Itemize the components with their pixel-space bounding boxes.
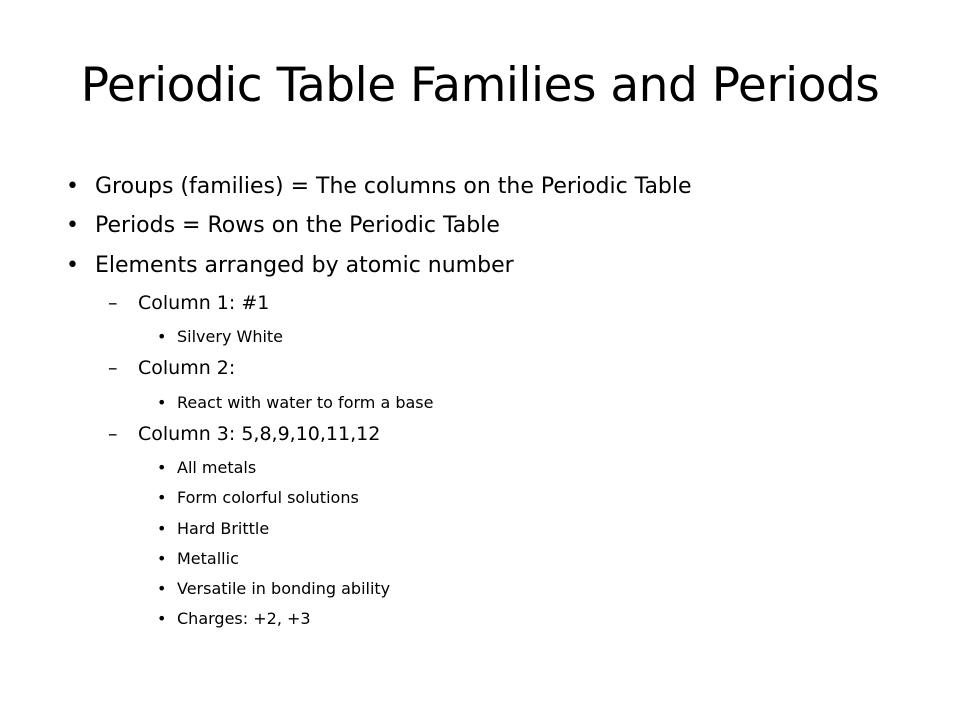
bullet-text: Periods = Rows on the Periodic Table	[95, 213, 500, 238]
bullet-marker: •	[157, 519, 167, 538]
dash-marker: –	[108, 292, 118, 314]
sub-sub-item-text: Silvery White	[177, 327, 284, 346]
sub-sub-item-text: Charges: +2, +3	[177, 609, 311, 628]
sub-sub-item	[157, 609, 311, 628]
bullet-text: Elements arranged by atomic number	[95, 253, 514, 278]
sub-sub-item-text: Versatile in bonding ability	[177, 579, 391, 598]
bullet-marker: •	[66, 213, 79, 238]
sub-sub-item-text: React with water to form a base	[177, 393, 434, 412]
bullet-text: Groups (families) = The columns on the Periodic Table	[95, 174, 692, 199]
sub-item	[108, 423, 381, 445]
sub-sub-item	[157, 519, 270, 538]
sub-sub-item	[157, 327, 284, 346]
sub-sub-item-text: Form colorful solutions	[177, 488, 359, 507]
sub-sub-item	[157, 579, 391, 598]
bullet-marker: •	[66, 253, 79, 278]
sub-item-text: Column 3: 5,8,9,10,11,12	[138, 423, 381, 445]
bullet-item	[66, 253, 514, 278]
sub-sub-item	[157, 458, 257, 477]
sub-sub-item	[157, 393, 434, 412]
sub-sub-item-text: Hard Brittle	[177, 519, 270, 538]
bullet-marker: •	[157, 579, 167, 598]
sub-sub-item-text: Metallic	[177, 549, 239, 568]
bullet-marker: •	[157, 393, 167, 412]
sub-item-text: Column 1: #1	[138, 292, 270, 314]
bullet-marker: •	[66, 174, 79, 199]
sub-item	[108, 357, 236, 379]
bullet-marker: •	[157, 458, 167, 477]
bullet-marker: •	[157, 609, 167, 628]
bullet-item	[66, 174, 692, 199]
bullet-marker: •	[157, 327, 167, 346]
dash-marker: –	[108, 423, 118, 445]
bullet-marker: •	[157, 549, 167, 568]
sub-sub-item-text: All metals	[177, 458, 257, 477]
sub-item	[108, 292, 270, 314]
dash-marker: –	[108, 357, 118, 379]
slide-title: Periodic Table Families and Periods	[80, 58, 880, 113]
bullet-marker: •	[157, 488, 167, 507]
sub-sub-item	[157, 488, 359, 507]
bullet-item	[66, 213, 500, 238]
sub-item-text: Column 2:	[138, 357, 236, 379]
sub-sub-item	[157, 549, 239, 568]
